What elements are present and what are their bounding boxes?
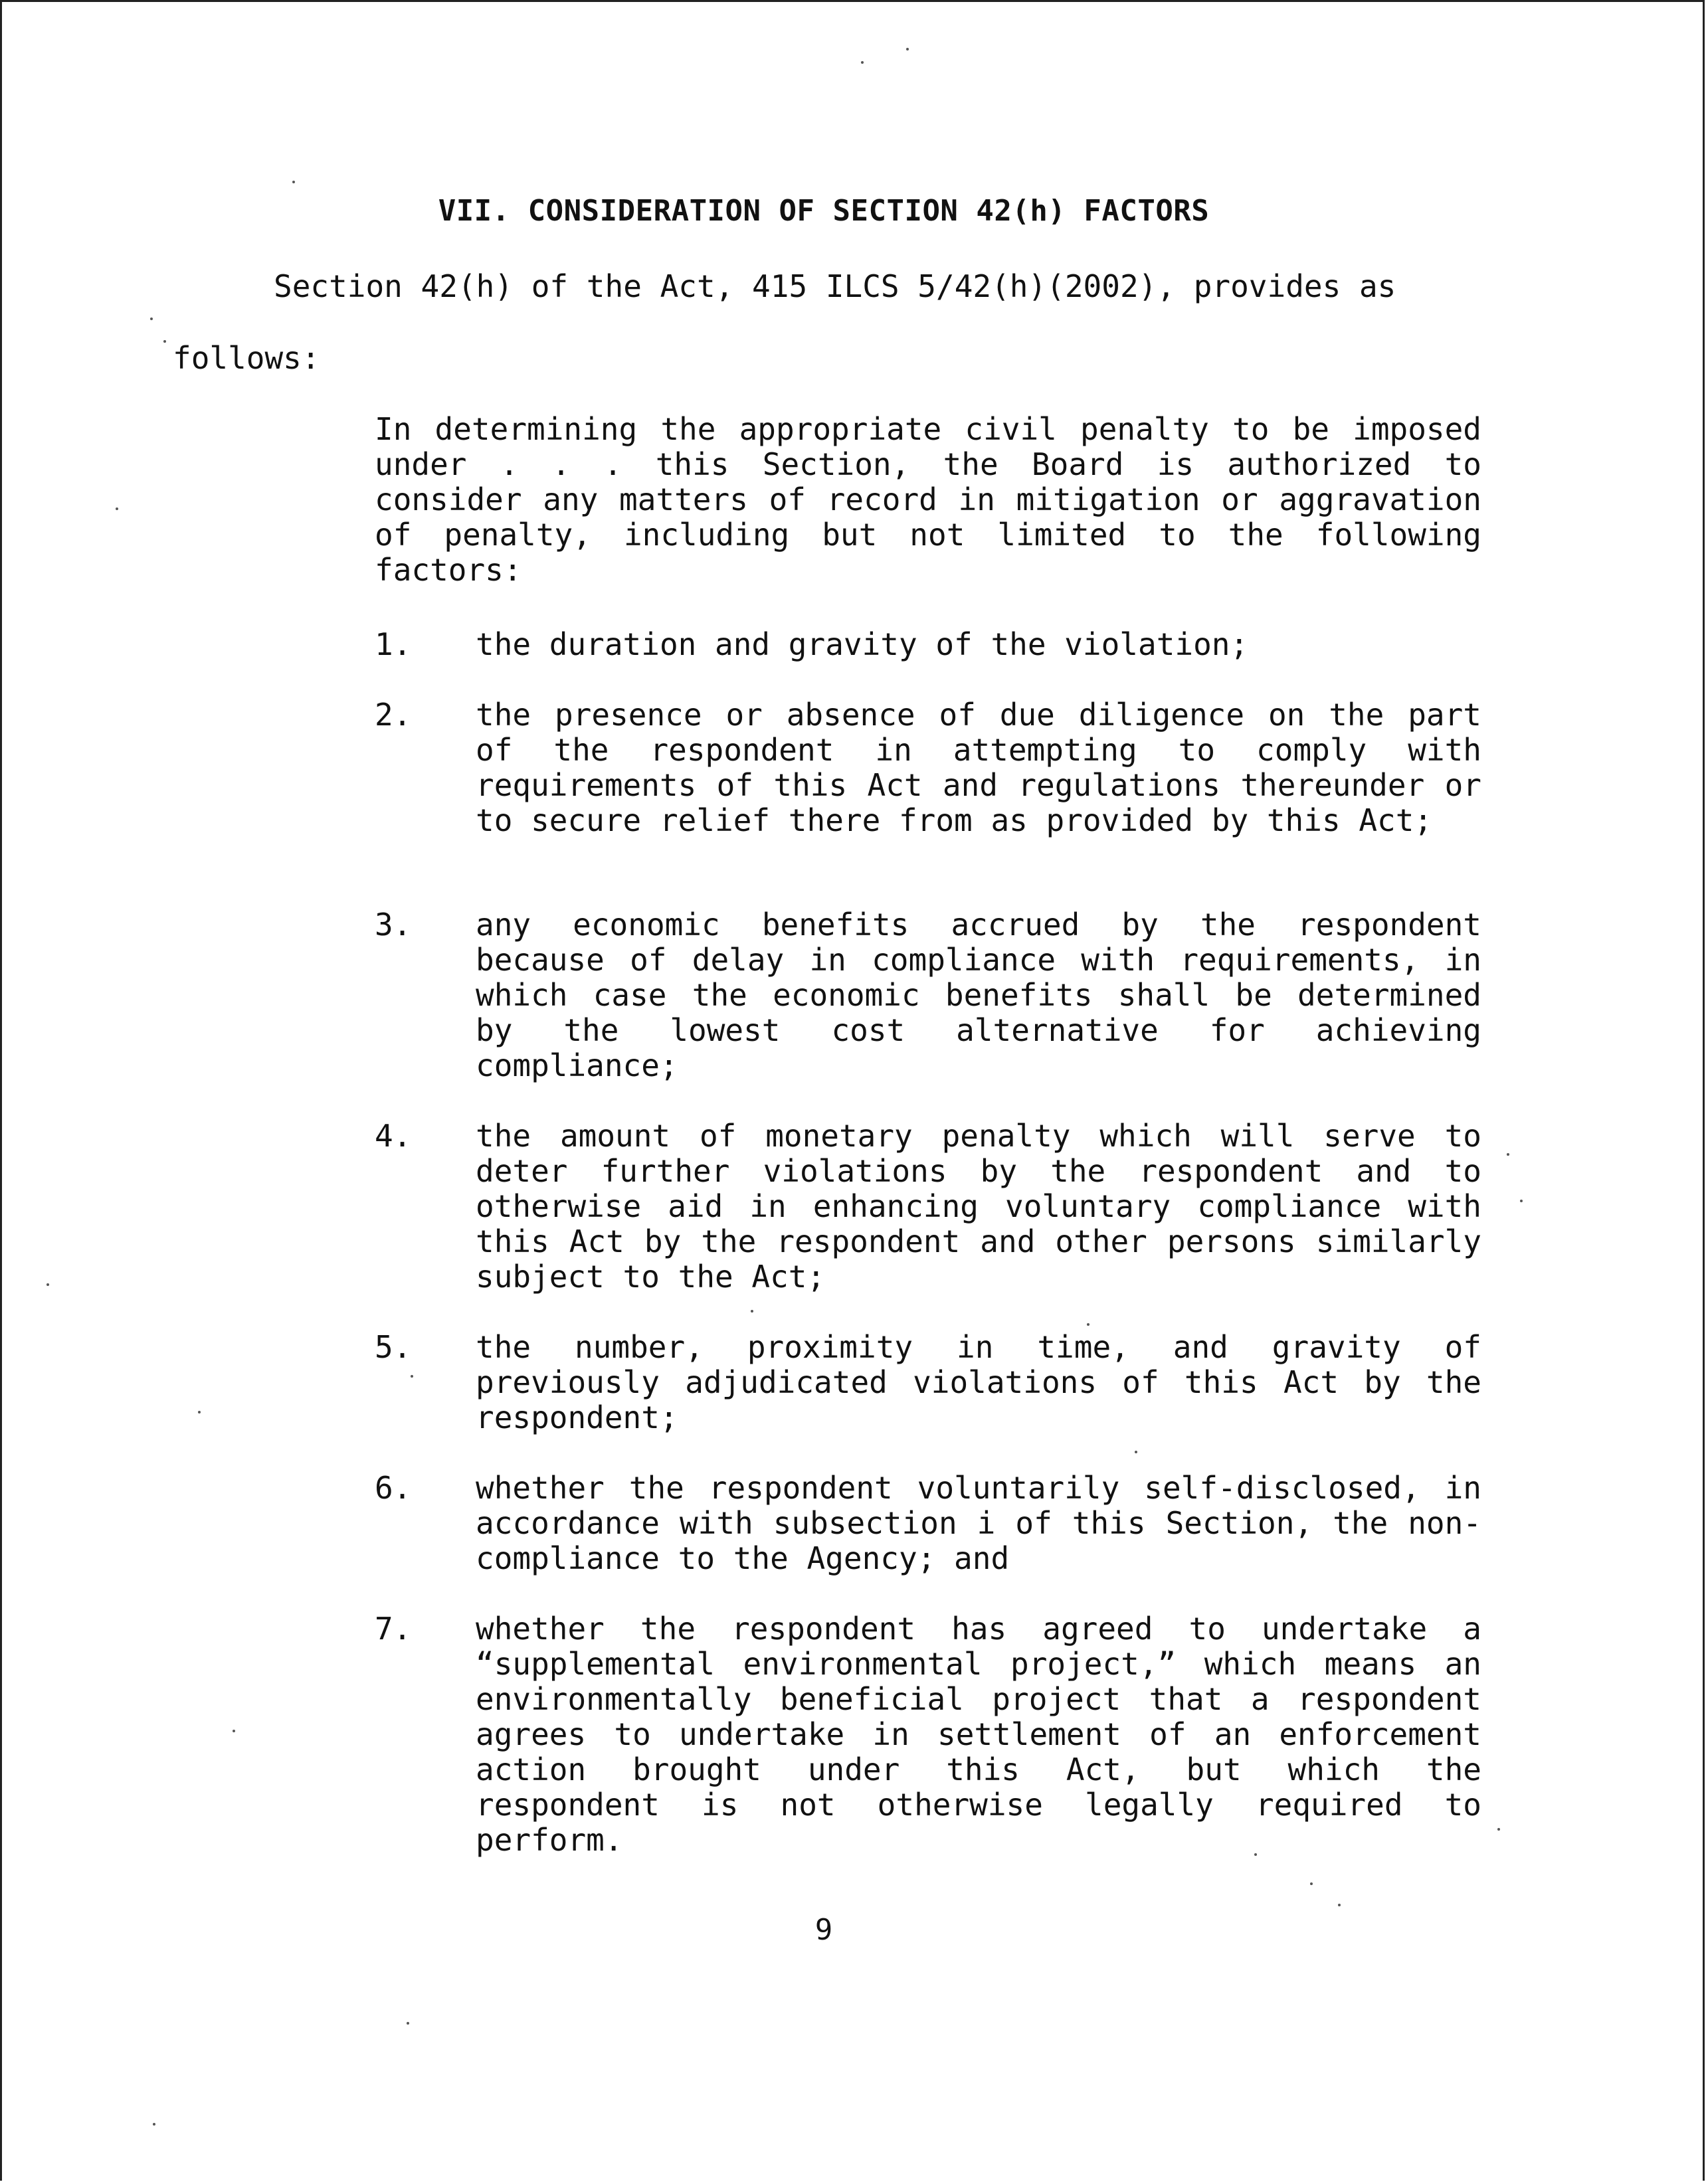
factor-item-5 <box>375 1330 1481 1435</box>
factor-number: 1. <box>375 626 412 662</box>
scan-speck <box>906 48 909 50</box>
factor-text: whether the respondent voluntarily self-disclosed, in accordance with subsection i of this Section, the non-compliance to the Agency; and <box>476 1470 1481 1576</box>
factor-item-7 <box>375 1611 1481 1858</box>
factor-number: 7. <box>375 1611 412 1647</box>
scan-speck <box>411 1375 413 1378</box>
scan-speck <box>1254 1853 1257 1856</box>
factor-number: 2. <box>375 697 412 733</box>
factor-item-3 <box>375 907 1481 1083</box>
scan-speck <box>1135 1451 1137 1453</box>
scan-speck <box>116 507 118 510</box>
scan-speck <box>1507 1153 1509 1156</box>
scan-speck <box>861 61 864 64</box>
scan-speck <box>1338 1904 1341 1906</box>
scan-speck <box>47 1283 49 1286</box>
scan-speck <box>751 1310 753 1313</box>
factor-text: any economic benefits accrued by the respondent because of delay in compliance with requirements, in which case the economic benefits shall be determined by the lowest cost alternative for achieving compliance; <box>476 907 1481 1083</box>
scan-speck <box>1520 1200 1523 1202</box>
scan-speck <box>1087 1323 1090 1326</box>
intro-paragraph-continuation: follows: <box>173 340 320 376</box>
scan-speck <box>407 2022 409 2025</box>
block-quote: In determining the appropriate civil penalty to be imposed under . . . this Section, the Board is authorized to consider any matters of record in mitigation or aggravation of penalty, including but not limited to the following factors: <box>375 411 1481 588</box>
factor-item-2 <box>375 697 1481 838</box>
scan-speck <box>1310 1882 1313 1885</box>
factor-text: the number, proximity in time, and gravity of previously adjudicated violations of this Act by the respondent; <box>476 1329 1481 1435</box>
factor-number: 6. <box>375 1470 412 1506</box>
factor-text: whether the respondent has agreed to undertake a “supplemental environmental project,” which means an environmentally beneficial project that a respondent agrees to undertake in settlement of an enforcement action brought under this Act, but which the respondent is not otherwise legally required to perform. <box>476 1611 1481 1858</box>
factor-number: 4. <box>375 1118 412 1154</box>
factor-number: 5. <box>375 1329 412 1365</box>
page-number: 9 <box>814 1913 833 1947</box>
scan-speck <box>233 1730 235 1732</box>
factor-number: 3. <box>375 907 412 943</box>
intro-paragraph-line: Section 42(h) of the Act, 415 ILCS 5/42(h)(2002), provides as <box>274 268 1396 304</box>
scan-speck <box>163 340 166 343</box>
section-heading: VII. CONSIDERATION OF SECTION 42(h) FACTORS <box>438 194 1210 228</box>
scan-speck <box>153 2123 155 2126</box>
scan-speck <box>150 318 153 320</box>
scan-speck <box>1497 1828 1500 1831</box>
factor-text: the duration and gravity of the violation; <box>476 626 1249 662</box>
factor-item-1 <box>375 627 1481 662</box>
scan-speck <box>198 1411 201 1413</box>
factor-item-6 <box>375 1471 1481 1576</box>
factor-text: the amount of monetary penalty which will serve to deter further violations by the respondent and to otherwise aid in enhancing voluntary compliance with this Act by the respondent and other persons similarly subject to the Act; <box>476 1118 1481 1295</box>
factor-item-4 <box>375 1119 1481 1295</box>
scan-speck <box>292 181 295 183</box>
factor-text: the presence or absence of due diligence on the part of the respondent in attempting to comply with requirements of this Act and regulations thereunder or to secure relief there from as provided by this Act; <box>476 697 1481 838</box>
